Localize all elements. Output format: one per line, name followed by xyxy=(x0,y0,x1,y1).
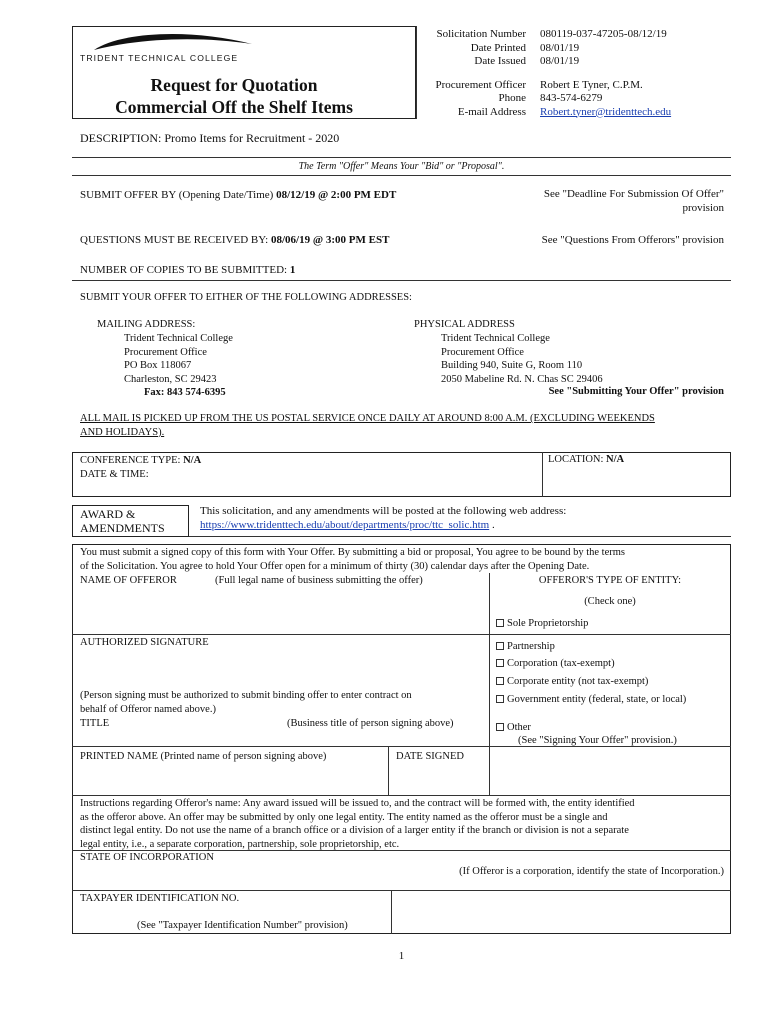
copies xyxy=(80,264,295,276)
submit-offer xyxy=(80,189,396,201)
date-signed-label: DATE SIGNED xyxy=(396,751,464,762)
physical-line: Building 940, Suite G, Room 110 xyxy=(441,360,583,371)
auth-signature-note xyxy=(80,689,412,716)
signed-copy-notice xyxy=(80,546,625,573)
entity-heading: OFFEROR'S TYPE OF ENTITY: xyxy=(538,575,682,586)
award-label-line-2: AMENDMENTS xyxy=(80,521,165,535)
logo-text: TRIDENT TECHNICAL COLLEGE xyxy=(80,53,239,63)
offeror-name-instructions xyxy=(80,797,635,851)
auth-note-line-1: (Person signing must be authorized to submit binding offer to enter contract on xyxy=(80,690,412,701)
term-rule xyxy=(72,175,731,176)
procurement-officer-value: Robert E Tyner, C.P.M. xyxy=(540,78,643,91)
conference-location xyxy=(548,454,624,465)
submit-see-line-1: See "Deadline For Submission Of Offer" xyxy=(543,188,724,200)
header-field-labels xyxy=(418,28,526,119)
entity-option-other[interactable] xyxy=(496,722,531,733)
checkbox-icon[interactable] xyxy=(496,723,504,731)
page-title xyxy=(74,74,394,118)
solicitation-number-label: Solicitation Number xyxy=(436,28,526,40)
addresses-intro: SUBMIT YOUR OFFER TO EITHER OF THE FOLLOWING ADDRESSES: xyxy=(80,292,412,303)
physical-line: Procurement Office xyxy=(441,346,524,358)
submit-offer-label: SUBMIT OFFER BY (Opening Date/Time) xyxy=(80,189,277,201)
mailing-address-heading: MAILING ADDRESS: xyxy=(97,319,196,330)
checkbox-icon[interactable] xyxy=(496,659,504,667)
mailing-line: Procurement Office xyxy=(124,346,207,358)
state-incorporation-label: STATE OF INCORPORATION xyxy=(80,852,214,863)
entity-option-label: Corporation (tax-exempt) xyxy=(507,658,615,669)
offeror-name-label: NAME OF OFFEROR xyxy=(80,575,177,586)
instructions-line-2: as the offeror above. An offer may be submitted by only one legal entity. The entity named as the offeror must be a single and xyxy=(80,811,608,823)
header-field-values xyxy=(540,28,740,119)
instructions-rule-top xyxy=(72,795,731,796)
printed-name-label: PRINTED NAME (Printed name of person signing above) xyxy=(80,751,327,762)
entity-option-label: Partnership xyxy=(507,641,555,652)
physical-note: See "Submitting Your Offer" provision xyxy=(548,386,724,397)
date-printed-label: Date Printed xyxy=(470,41,526,54)
questions-see: See "Questions From Offerors" provision xyxy=(541,234,724,246)
submit-offer-value: 08/12/19 @ 2:00 PM EDT xyxy=(276,189,397,201)
mail-notice-line-2: AND HOLIDAYS). xyxy=(80,426,165,438)
taxpayer-hint: (See "Taxpayer Identification Number" provision) xyxy=(137,920,348,931)
printed-name-divider xyxy=(388,746,389,795)
entity-option-partnership[interactable] xyxy=(496,641,555,652)
instructions-line-3: distinct legal entity. Do not use the name of a branch office or a division of a larger entity if the branch or division is not a separate xyxy=(80,825,629,836)
entity-other-note: (See "Signing Your Offer" provision.) xyxy=(518,735,677,746)
physical-line: Trident Technical College xyxy=(441,333,550,344)
entity-option-sole-proprietorship[interactable] xyxy=(496,618,588,629)
entity-option-corporation[interactable] xyxy=(496,658,615,669)
entity-option-corporate-entity[interactable] xyxy=(496,676,648,687)
offeror-name-input[interactable] xyxy=(80,590,480,630)
phone-value: 843-574-6279 xyxy=(540,92,603,104)
conference-type xyxy=(80,454,201,481)
state-incorporation-hint: (If Offeror is a corporation, identify the state of Incorporation.) xyxy=(459,866,724,877)
taxpayer-divider xyxy=(391,890,392,934)
copies-label: NUMBER OF COPIES TO BE SUBMITTED: xyxy=(80,264,290,276)
award-label xyxy=(80,507,165,535)
entity-option-label: Government entity (federal, state, or local) xyxy=(507,694,687,705)
physical-address-heading: PHYSICAL ADDRESS xyxy=(414,319,515,330)
procurement-officer-label: Procurement Officer xyxy=(435,78,526,91)
date-issued-label: Date Issued xyxy=(474,55,526,67)
state-rule xyxy=(72,850,731,851)
submit-offer-see xyxy=(460,188,724,215)
mailing-line: PO Box 118067 xyxy=(124,360,192,371)
entity-rule xyxy=(489,634,731,635)
conference-datetime-label: DATE & TIME: xyxy=(80,468,149,480)
questions-label: QUESTIONS MUST BE RECEIVED BY: xyxy=(80,234,271,246)
questions-value: 08/06/19 @ 3:00 PM EST xyxy=(271,234,390,246)
auth-signature-label: AUTHORIZED SIGNATURE xyxy=(80,637,209,648)
auth-signature-input[interactable] xyxy=(80,652,480,686)
phone-label: Phone xyxy=(498,92,526,104)
questions-deadline xyxy=(80,234,389,246)
copies-value: 1 xyxy=(289,264,296,276)
conference-type-label: CONFERENCE TYPE: xyxy=(80,455,184,466)
award-description: This solicitation, and any amendments will be posted at the following web address: xyxy=(200,505,567,517)
title-line-2: Commercial Off the Shelf Items xyxy=(115,97,353,117)
conference-type-value: N/A xyxy=(183,455,202,466)
award-url-suffix: . xyxy=(489,518,495,531)
email-label: E-mail Address xyxy=(457,105,526,118)
taxpayer-label: TAXPAYER IDENTIFICATION NO. xyxy=(80,893,240,904)
entity-option-label: Corporate entity (not tax-exempt) xyxy=(507,676,649,687)
mailing-line: Charleston, SC 29423 xyxy=(124,373,217,385)
logo-swoosh-icon xyxy=(80,30,260,52)
printed-name-input[interactable] xyxy=(80,766,380,792)
solicitation-url-link[interactable]: https://www.tridenttech.edu/about/departments/proc/ttc_solic.htm xyxy=(200,518,490,531)
entity-option-government[interactable] xyxy=(496,694,686,705)
mailing-address xyxy=(124,332,233,400)
signed-copy-line-2: of the Solicitation. You agree to hold Your Offer open for a minimum of thirty (30) calendar days after the Opening Date. xyxy=(80,560,590,572)
checkbox-icon[interactable] xyxy=(496,695,504,703)
title-hint: (Business title of person signing above) xyxy=(287,718,454,729)
checkbox-icon[interactable] xyxy=(496,619,504,627)
state-incorporation-input[interactable] xyxy=(80,866,370,888)
date-issued-value: 08/01/19 xyxy=(540,55,580,67)
email-link[interactable]: Robert.tyner@tridenttech.edu xyxy=(540,105,672,118)
college-logo xyxy=(80,30,260,66)
taxpayer-rule xyxy=(72,890,731,891)
checkbox-icon[interactable] xyxy=(496,677,504,685)
award-text xyxy=(200,505,566,532)
award-bottom-rule xyxy=(189,536,731,537)
instructions-line-4: legal entity, i.e., a separate corporation, partnership, sole proprietorship, etc. xyxy=(80,838,400,850)
description-rule xyxy=(72,157,731,158)
mailing-line: Trident Technical College xyxy=(124,333,233,344)
entity-option-label: Other xyxy=(507,722,531,733)
signature-rule-top xyxy=(72,634,489,635)
award-label-line-1: AWARD & xyxy=(80,507,136,521)
conference-divider xyxy=(542,452,543,497)
description: DESCRIPTION: Promo Items for Recruitment - 2020 xyxy=(80,131,340,145)
physical-line: 2050 Mabeline Rd. N. Chas SC 29406 xyxy=(441,373,603,385)
title-line-1: Request for Quotation xyxy=(150,75,318,95)
mail-notice-line-1: ALL MAIL IS PICKED UP FROM THE US POSTAL SERVICE ONCE DAILY AT AROUND 8:00 A.M. (EXCLUDING WEEKENDS xyxy=(80,413,655,424)
physical-address xyxy=(441,332,603,386)
signed-copy-line-1: You must submit a signed copy of this form with Your Offer. By submitting a bid or proposal, You agree to be bound by the terms xyxy=(80,547,626,558)
taxpayer-input[interactable] xyxy=(398,893,724,931)
submit-see-line-2: provision xyxy=(682,201,724,214)
term-note: The Term "Offer" Means Your "Bid" or "Proposal". xyxy=(298,161,505,172)
mailing-fax: Fax: 843 574-6395 xyxy=(144,387,226,398)
printed-name-rule xyxy=(72,746,731,747)
offeror-name-hint: (Full legal name of business submitting the offer) xyxy=(215,575,423,586)
title-input[interactable] xyxy=(80,730,480,744)
date-signed-input[interactable] xyxy=(396,766,484,792)
auth-note-line-2: behalf of Offeror named above.) xyxy=(80,703,216,715)
date-printed-value: 08/01/19 xyxy=(540,41,580,54)
copies-rule xyxy=(72,280,731,281)
instructions-line-1: Instructions regarding Offeror's name: Any award issued will be issued to, and the contract will be formed with, the entity identified xyxy=(80,798,635,809)
location-value: N/A xyxy=(606,454,625,465)
solicitation-number-value: 080119-037-47205-08/12/19 xyxy=(540,28,667,40)
title-label: TITLE xyxy=(80,718,110,729)
entity-option-label: Sole Proprietorship xyxy=(507,618,589,629)
mail-notice xyxy=(80,412,655,439)
entity-check-one: (Check one) xyxy=(584,596,636,607)
location-label: LOCATION: xyxy=(548,454,607,465)
page-number: 1 xyxy=(398,950,405,962)
header-divider xyxy=(416,26,417,119)
checkbox-icon[interactable] xyxy=(496,642,504,650)
